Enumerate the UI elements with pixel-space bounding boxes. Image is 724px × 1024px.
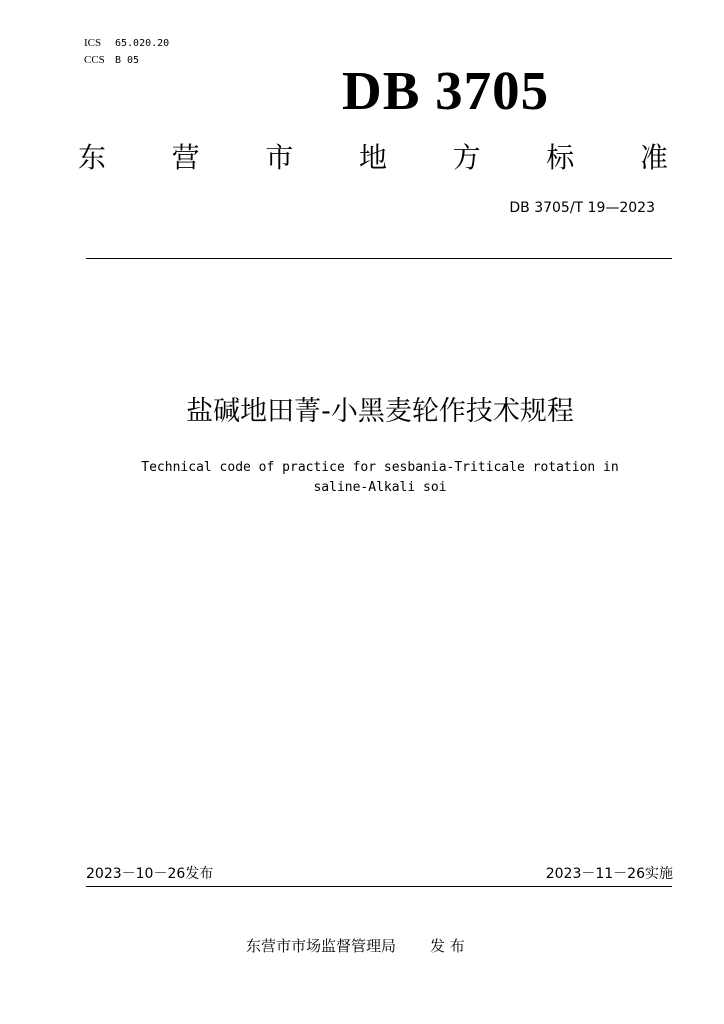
title-english-line: Technical code of practice for sesbania-Triticale rotation in (141, 460, 619, 475)
ccs-line (84, 53, 139, 68)
title-english-line: saline-Alkali soi (313, 480, 447, 495)
standard-type-char: 准 (639, 141, 668, 174)
issue-date: 2023－10－26发布 (86, 866, 214, 882)
standard-type-char: 市 (265, 141, 294, 174)
standard-type-char: 东 (78, 141, 107, 174)
ics-value: 65.020.20 (115, 38, 170, 49)
standard-type-char: 方 (452, 141, 481, 174)
ccs-label: CCS (84, 54, 105, 66)
standard-type-char: 地 (358, 141, 387, 174)
standard-type-char: 标 (546, 141, 575, 174)
publisher-name: 东营市市场监督管理局 (246, 937, 397, 955)
standard-code: DB 3705 (342, 60, 550, 121)
publisher (246, 936, 465, 956)
ccs-value: B 05 (115, 55, 140, 66)
standard-type (78, 140, 668, 176)
ics-line (84, 36, 169, 51)
ics-label: ICS (84, 37, 102, 49)
standard-type-char: 营 (171, 141, 200, 174)
standard-number: DB 3705/T 19—2023 (509, 200, 655, 216)
publisher-action: 发 布 (430, 937, 465, 955)
title-chinese: 盐碱地田菁-小黑麦轮作技术规程 (186, 396, 574, 427)
title-english (110, 458, 650, 498)
footer-divider (86, 886, 672, 887)
implementation-date: 2023－11－26实施 (545, 866, 673, 882)
header-divider (86, 258, 672, 259)
